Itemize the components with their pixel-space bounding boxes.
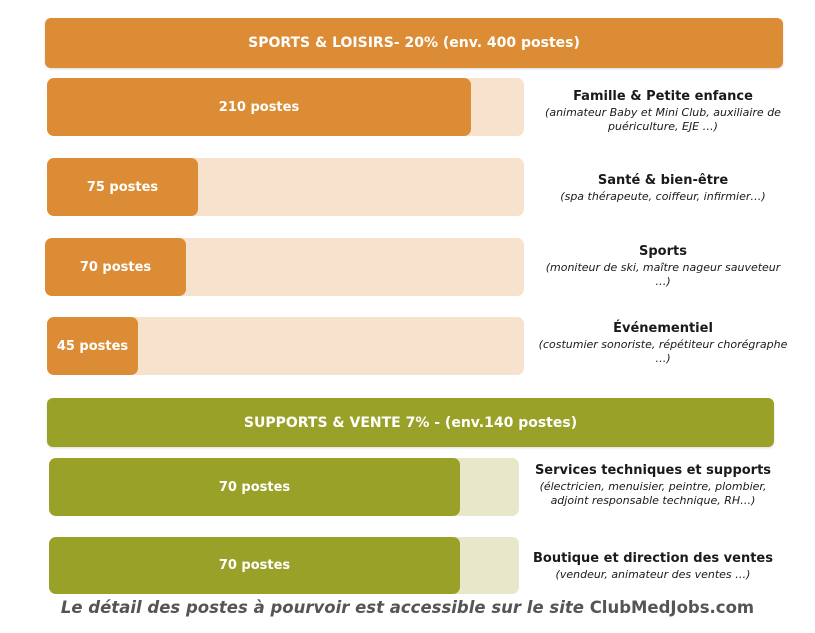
category-examples: (spa thérapeute, coiffeur, infirmier…) (560, 190, 766, 203)
category-examples: (électricien, menuisier, peintre, plombier, adjoint responsable technique, RH…) (539, 480, 767, 507)
bar (49, 537, 460, 594)
category-title: Événementiel (613, 321, 713, 336)
category-examples: (animateur Baby et Mini Club, auxiliaire de puériculture, EJE …) (545, 106, 781, 133)
category-title: Santé & bien-être (597, 173, 729, 188)
category-examples: (moniteur de ski, maître nageur sauveteur …) (545, 261, 781, 288)
category-title: Boutique et direction des ventes (532, 551, 773, 566)
supports-vente-header (47, 398, 774, 447)
footer-note (0, 598, 815, 617)
bar-track (45, 238, 524, 296)
sports-loisirs-header (45, 18, 783, 68)
bar-track (47, 317, 524, 375)
bar-track (49, 537, 519, 594)
bar-value-label: 45 postes (56, 338, 129, 354)
bar-value-label: 70 postes (218, 479, 291, 495)
bar-track (49, 458, 519, 516)
bar-value-label: 210 postes (218, 99, 300, 115)
category-description (538, 321, 788, 366)
sports-loisirs-title: SPORTS & LOISIRS- 20% (env. 400 postes) (248, 35, 580, 51)
supports-vente-title: SUPPORTS & VENTE 7% - (env.140 postes) (243, 414, 578, 431)
footer-text: Le détail des postes à pourvoir est accessible sur le site (60, 598, 584, 617)
category-description (528, 551, 778, 582)
category-title: Services techniques et supports (534, 463, 772, 478)
bar (47, 317, 138, 375)
bar (45, 238, 186, 296)
bar-value-label: 70 postes (79, 259, 152, 275)
bar (47, 158, 198, 216)
category-description (538, 89, 788, 134)
bar (47, 78, 471, 136)
category-title: Famille & Petite enfance (573, 89, 753, 104)
bar (49, 458, 460, 516)
category-description (538, 173, 788, 204)
category-examples: (vendeur, animateur des ventes …) (555, 568, 751, 581)
category-examples: (costumier sonoriste, répétiteur chorégraphe …) (538, 338, 788, 365)
bar-value-label: 75 postes (86, 179, 159, 195)
category-description (528, 463, 778, 508)
bar-track (47, 158, 524, 216)
footer-site-link[interactable]: ClubMedJobs.com (589, 598, 755, 617)
category-description (538, 244, 788, 289)
bar-value-label: 70 postes (218, 558, 291, 573)
category-title: Sports (639, 244, 687, 259)
bar-track (47, 78, 524, 136)
